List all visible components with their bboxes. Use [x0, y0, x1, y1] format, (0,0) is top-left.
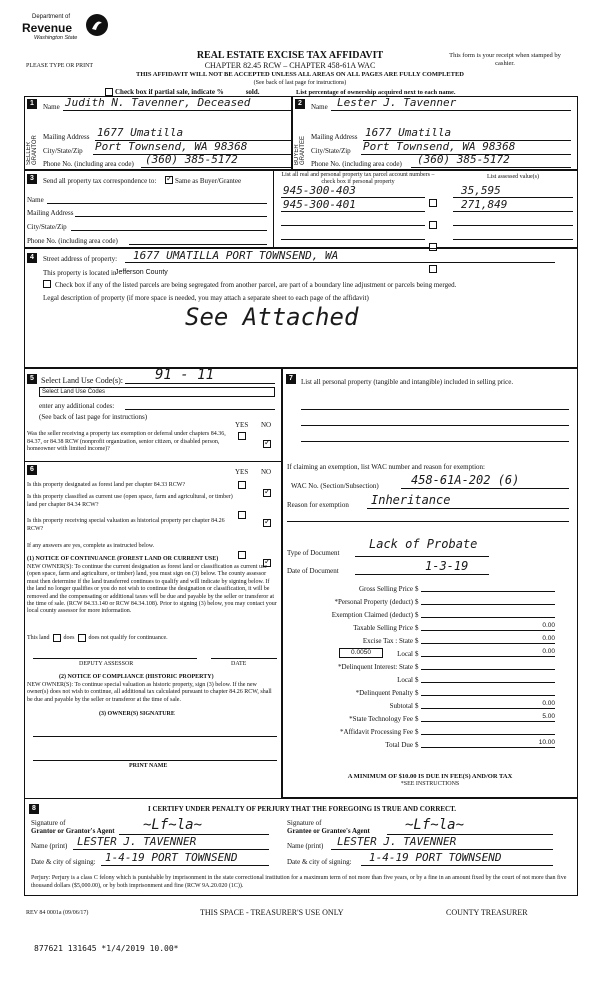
- form-warning: THIS AFFIDAVIT WILL NOT BE ACCEPTED UNLESS ALL AREAS ON ALL PAGES ARE FULLY COMPLETED: [136, 71, 464, 78]
- seller-side-label: SELLER GRANTOR: [26, 135, 38, 165]
- property-county[interactable]: Jefferson County: [115, 269, 168, 276]
- cashier-stamp: 877621 131645 *1/4/2019 10.00*: [34, 944, 179, 953]
- taxable-selling-price[interactable]: 0.00: [421, 622, 555, 631]
- section-1-seller: 1 SELLER GRANTOR Name Judith N. Tavenner, Deceased Mailing Address 1677 Umatilla City/State/Zip Port Townsend, WA 98368 Phone No. (including area code) (360) 385-5172: [24, 96, 292, 170]
- exemption-question: Was the seller receiving a property tax exemption or deferral under chapters 84.36, 84.37, or 84.38 RCW (nonprofit organization, senior citizen, or disabled person, homeowner with limited income)?: [27, 431, 226, 452]
- assessed-2[interactable]: 271,849: [461, 198, 508, 211]
- form-title: REAL ESTATE EXCISE TAX AFFIDAVIT: [196, 50, 384, 61]
- grantor-date-city[interactable]: 1-4-19 PORT TOWNSEND: [105, 851, 238, 864]
- exemption-reason[interactable]: Inheritance: [371, 493, 451, 507]
- logo-emblem-icon: [86, 14, 108, 36]
- parcel-header: List all real and personal property tax parcel account numbers – check box if personal property: [281, 172, 435, 185]
- personal-property-deduct[interactable]: [421, 596, 555, 605]
- form-revision: REV 84 0001a (09/06/17): [26, 910, 89, 916]
- delinquent-interest-local[interactable]: [421, 674, 555, 683]
- logo-line1: Department of: [32, 14, 71, 20]
- historic-yes-checkbox[interactable]: [238, 551, 246, 559]
- section-6-number: 6: [27, 465, 37, 475]
- notice-continuance-text: NEW OWNER(S): To continue the current designation as forest land or classification as current use (open space, farm and agriculture, or timber) land, you must sign on (3) below. The county assessor must then determine if the land transferred continues to qualify and will indicate by signing below. If the land no longer qualifies or you do not wish to continue the designation or classification, it will be removed and the compensating or additional taxes will be due and payable by the seller or transferor at the time of sale. (RCW 84.33.140 or RCW 84.34.108). Prior to signing (3) below, you may contact your local county assessor for more information.: [27, 564, 277, 615]
- section-4-number: 4: [27, 253, 37, 263]
- owner-signature-line[interactable]: [33, 736, 277, 737]
- buyer-phone[interactable]: (360) 385-5172: [417, 153, 510, 166]
- exemption-claimed-deduct[interactable]: [421, 609, 555, 618]
- seller-address[interactable]: 1677 Umatilla: [97, 126, 184, 139]
- section-8-certification: 8 I CERTIFY UNDER PENALTY OF PERJURY THAT THE FOREGOING IS TRUE AND CORRECT. Signature of Grantor or Grantor's Agent ~Lf~la~ Name (print) LESTER J. TAVENNER Date & city of signing: 1-4-19 PORT TOWNSEND Signature of Grantee or Grantee's Agent ~Lf~la~ Name (print) LESTER J. TAVENNER Date & city of signing: 1-4-19 PORT TOWNSEND Perjury: Perjury is a class C felony which is punishable by imprisonment in the state correctional institution for a maximum term of not more than five years, or by a fine in an amount fixed by the court of not more than five thousand dollars ($5,000.00), or by both imprisonment and fine (RCW 9A.20.020 (1C)).: [24, 798, 578, 896]
- current-use-no-checkbox[interactable]: [263, 519, 271, 527]
- parcel-2-personal-checkbox[interactable]: [429, 221, 437, 229]
- corr-name-field[interactable]: [47, 203, 267, 204]
- section-3-correspondence: 3 Send all property tax correspondence to: ✓ Same as Buyer/Grantee Name Mailing Address City/State/Zip Phone No. (including area code) List all real and personal property tax parcel account numbers – check box if personal property List assessed value(s) 945-300-403 35,595 945-300-401 271,849: [24, 170, 578, 248]
- section-2-buyer: 2 BUYER GRANTEE Name Lester J. Tavenner Mailing Address 1677 Umatilla City/State/Zip Port Townsend, WA 98368 Phone No. (including area code) (360) 385-5172: [292, 96, 578, 170]
- personal-property-line-3[interactable]: [301, 441, 569, 442]
- exemption-no-checkbox[interactable]: [263, 440, 271, 448]
- local-rate-field[interactable]: 0.0050: [339, 648, 383, 658]
- property-street[interactable]: 1677 UMATILLA PORT TOWNSEND, WA: [133, 249, 339, 262]
- affidavit-processing-fee[interactable]: [421, 726, 555, 735]
- section-3-number: 3: [27, 174, 37, 184]
- receipt-note: This form is your receipt when stamped by cashier.: [449, 52, 561, 67]
- document-date[interactable]: 1-3-19: [425, 559, 469, 573]
- see-instructions: *SEE INSTRUCTIONS: [400, 781, 460, 787]
- corr-phone-field[interactable]: [129, 244, 267, 245]
- section-8-number: 8: [29, 804, 39, 814]
- grantor-signature[interactable]: ~Lf~la~: [143, 817, 203, 833]
- corr-city-field[interactable]: [71, 230, 267, 231]
- delinquent-penalty[interactable]: [421, 687, 555, 696]
- buyer-name[interactable]: Lester J. Tavenner: [337, 96, 457, 109]
- subtotal[interactable]: 0.00: [421, 700, 555, 709]
- partial-sale-checkbox[interactable]: [105, 88, 113, 96]
- delinquent-interest-state[interactable]: [421, 661, 555, 670]
- minimum-note: A MINIMUM OF $10.00 IS DUE IN FEE(S) AND/OR TAX: [347, 773, 513, 780]
- certify-text: I CERTIFY UNDER PENALTY OF PERJURY THAT THE FOREGOING IS TRUE AND CORRECT.: [147, 805, 456, 813]
- land-does-checkbox[interactable]: [53, 634, 61, 642]
- seller-city[interactable]: Port Townsend, WA 98368: [95, 140, 248, 153]
- grantee-date-city[interactable]: 1-4-19 PORT TOWNSEND: [369, 851, 502, 864]
- segregated-checkbox[interactable]: [43, 280, 51, 288]
- wac-number[interactable]: 458-61A-202 (6): [411, 473, 520, 487]
- section-6-classification: 6 YES NO Is this property designated as forest land per chapter 84.33 RCW? ✓ Is this property classified as current use (open space, farm and agricultural, or timber) land per chapter 84.34 RCW? ✓ Is this property receiving special valuation as historical property per chapter 84.26 RCW? ✓ If any answers are yes, complete as instructed below. (1) NOTICE OF CONTINUANCE (FOREST LAND OR CURRENT USE) NEW OWNER(S): To continue the current designation as forest land or classification as current use (open space, farm and agriculture, or timber) land, you must sign on (3) below. The county assessor must then determine if the land transferred continues to qualify and will indicate by signing below. If the land no longer qualifies or you do not wish to continue the designation or classification, it will be removed and the compensating or additional taxes will be due and payable by the seller or transferor at the time of sale. (RCW 84.33.140 or RCW 84.34.108). Prior to signing (3) below, you may contact your local county assessor for more information. This land does does not qualify for continuance. DEPUTY ASSESSOR DATE (2) NOTICE OF COMPLIANCE (HISTORIC PROPERTY) NEW OWNER(S): To continue special valuation as historic property, sign (3) below. If the new owner(s) does not wish to continue, all additional tax calculated pursuant to chapter 84.26 RCW, shall be due and payable by the seller or transferor at the time of sale. (3) OWNER(S) SIGNATURE PRINT NAME: [24, 462, 282, 798]
- excise-tax-local[interactable]: 0.00: [421, 648, 555, 657]
- forest-no-checkbox[interactable]: [263, 489, 271, 497]
- notice-compliance-text: NEW OWNER(S): To continue special valuation as historic property, sign (3) below. If the new owner(s) does not wish to continue, all additional tax calculated pursuant to chapter 84.26 RCW, shall be due and payable by the seller or transferor at the time of sale.: [27, 682, 272, 703]
- same-as-buyer-checkbox[interactable]: [165, 176, 173, 184]
- exemption-yes-checkbox[interactable]: [238, 432, 246, 440]
- corr-address-field[interactable]: [75, 216, 267, 217]
- print-name-line[interactable]: [33, 760, 277, 761]
- state-technology-fee[interactable]: 5.00: [421, 713, 555, 722]
- buyer-side-label: BUYER GRANTEE: [294, 135, 306, 165]
- current-use-yes-checkbox[interactable]: [238, 511, 246, 519]
- land-use-dropdown[interactable]: Select Land Use Codes: [39, 387, 275, 397]
- gross-selling-price[interactable]: [421, 583, 555, 592]
- section-4-property: 4 Street address of property: 1677 UMATILLA PORT TOWNSEND, WA This property is located in Jefferson County Check box if any of the listed parcels are being segregated from another parcel, are part of a boundary line adjustment or parcels being merged. Legal description of property (if more space is needed, you may attach a separate sheet to each page of the affidavit) See Attached: [24, 248, 578, 368]
- logo-line2: Revenue: [22, 21, 73, 35]
- dor-logo: [22, 12, 122, 48]
- see-back-note: (See back of last page for instructions): [253, 80, 347, 86]
- deputy-assessor-line[interactable]: [33, 658, 197, 659]
- land-use-code[interactable]: 91 - 11: [155, 367, 215, 383]
- forest-yes-checkbox[interactable]: [238, 481, 246, 489]
- please-type: PLEASE TYPE OR PRINT: [26, 63, 94, 69]
- section-7-personal-property: 7 List all personal property (tangible and intangible) included in selling price. If claiming an exemption, list WAC number and reason for exemption: WAC No. (Section/Subsection) 458-61A-202 (6) Reason for exemption Inheritance Type of Document Lack of Probate Date of Document 1-3-19 Gross Selling Price $ *Personal Property (deduct) $ Exemption Claimed (deduct) $ Taxable Selling Price $ 0.00 Excise Tax : State $ 0.00 0.0050 Local $ 0.00 *Delinquent Interest: State $ Local $ *Delinquent Penalty $ Subtotal $ 0.00 *State Technology Fee $ 5.00 *Affidavit Processing Fee $ Total Due $ 10.00 A MINIMUM OF $10.00 IS DUE IN FEE(S) AND/OR TAX *SEE INSTRUCTIONS: [282, 368, 578, 798]
- document-type[interactable]: Lack of Probate: [369, 537, 478, 551]
- section-1-number: 1: [27, 99, 37, 109]
- perjury-notice: Perjury: Perjury is a class C felony which is punishable by imprisonment in the state correctional institution for a maximum term of not more than five years, or by a fine in an amount fixed by the court of not more than five thousand dollars ($5,000.00), or by both imprisonment and fine (RCW 9A.20.020 (1C)).: [31, 875, 567, 889]
- legal-description[interactable]: See Attached: [185, 303, 359, 331]
- grantee-print-name[interactable]: LESTER J. TAVENNER: [337, 835, 457, 848]
- assessed-1[interactable]: 35,595: [461, 184, 501, 197]
- buyer-address[interactable]: 1677 Umatilla: [365, 126, 452, 139]
- personal-property-line-1[interactable]: [301, 409, 569, 410]
- parcel-1[interactable]: 945-300-403: [283, 184, 356, 197]
- assessed-header: List assessed value(s): [487, 174, 539, 180]
- buyer-city[interactable]: Port Townsend, WA 98368: [363, 140, 516, 153]
- section-2-number: 2: [295, 99, 305, 109]
- section-7-number: 7: [286, 374, 296, 384]
- section-5-land-use: 5 Select Land Use Code(s): 91 - 11 Select Land Use Codes enter any additional codes: (See back of last page for instructions) YES NO Was the seller receiving a property tax exemption or deferral under chapters 84.36, 84.37, or 84.38 RCW (nonprofit organization, senior citizen, or disabled person, homeowner with limited income)? ✓: [24, 368, 282, 462]
- treasurer-use-only: THIS SPACE - TREASURER'S USE ONLY: [200, 908, 344, 917]
- parcel-1-personal-checkbox[interactable]: [429, 199, 437, 207]
- notice-continuance-title: (1) NOTICE OF CONTINUANCE (FOREST LAND OR CURRENT USE): [27, 556, 219, 562]
- grantor-print-name[interactable]: LESTER J. TAVENNER: [77, 835, 197, 848]
- logo-line3: Washington State: [34, 35, 78, 41]
- excise-tax-state[interactable]: 0.00: [421, 635, 555, 644]
- notice-compliance-title: (2) NOTICE OF COMPLIANCE (HISTORIC PROPERTY): [59, 674, 214, 680]
- ownership-note: List percentage of ownership acquired next to each name.: [296, 89, 456, 96]
- additional-codes-field[interactable]: [125, 409, 275, 410]
- section-5-number: 5: [27, 374, 37, 384]
- assessor-date-line[interactable]: [211, 658, 277, 659]
- seller-phone[interactable]: (360) 385-5172: [145, 153, 238, 166]
- county-treasurer: COUNTY TREASURER: [446, 908, 528, 917]
- seller-name[interactable]: Judith N. Tavenner, Deceased: [65, 96, 251, 109]
- land-does-not-checkbox[interactable]: [78, 634, 86, 642]
- total-due[interactable]: 10.00: [421, 739, 555, 748]
- personal-property-line-2[interactable]: [301, 425, 569, 426]
- grantee-signature[interactable]: ~Lf~la~: [405, 817, 465, 833]
- form-subtitle: CHAPTER 82.45 RCW – CHAPTER 458-61A WAC: [204, 61, 376, 70]
- parcel-2[interactable]: 945-300-401: [283, 198, 356, 211]
- partial-sale-row: Check box if partial sale, indicate % sold.: [105, 88, 260, 96]
